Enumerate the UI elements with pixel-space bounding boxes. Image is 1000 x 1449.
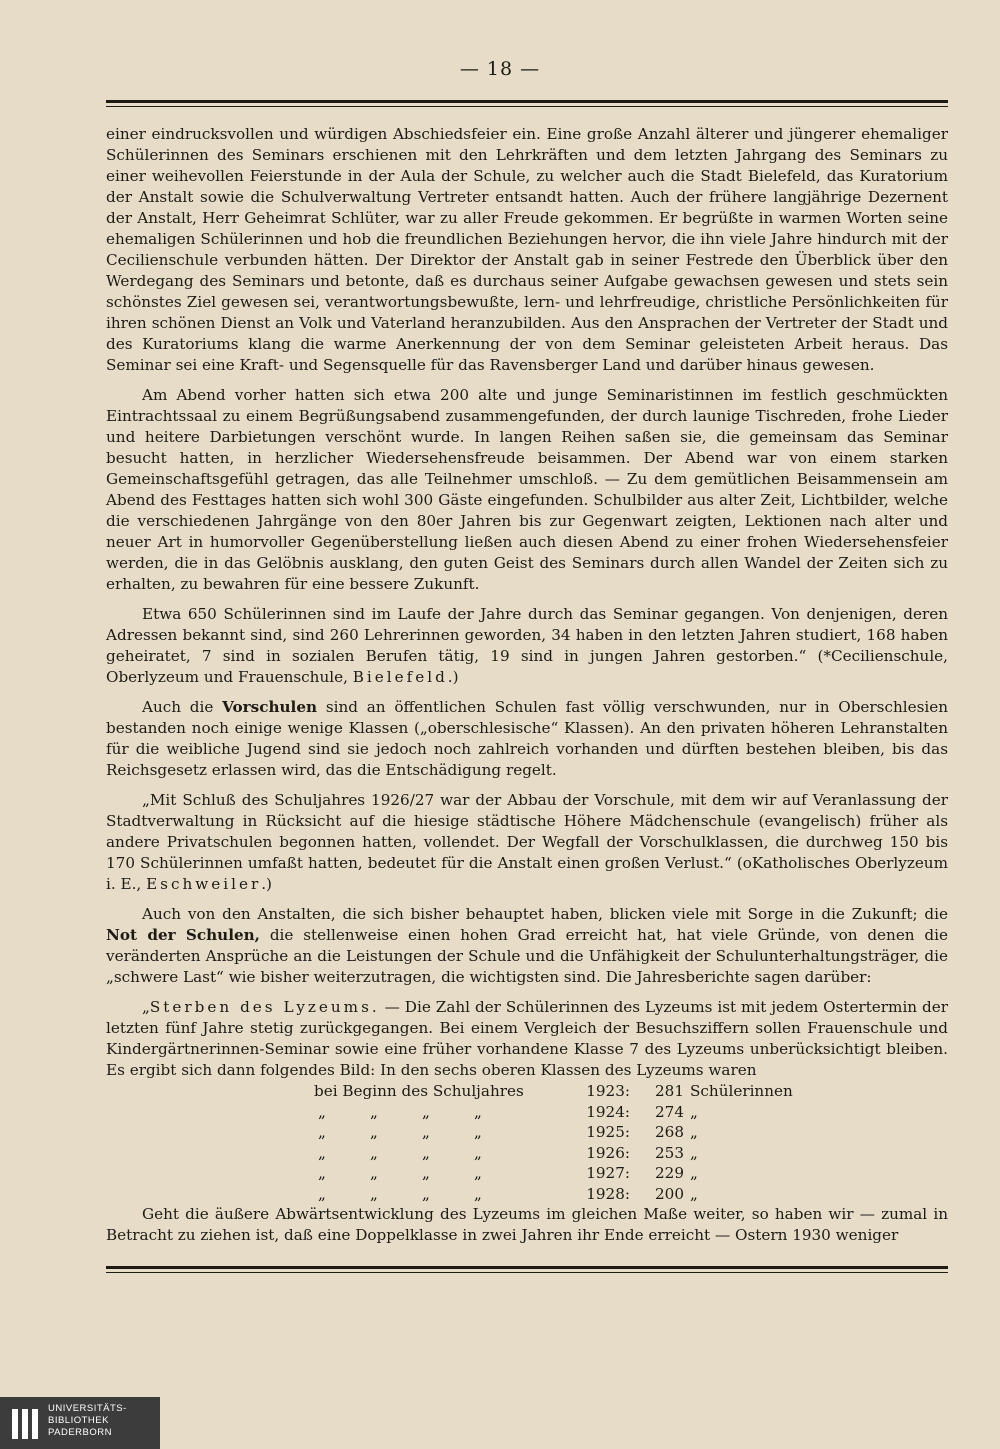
table-row <box>314 1163 799 1184</box>
paragraph-5 <box>106 790 948 895</box>
year-cell: 1927: <box>586 1164 630 1182</box>
count-cell: 268 <box>655 1123 684 1141</box>
count-cell: 274 <box>655 1102 684 1121</box>
unit-cell: Schülerinnen <box>690 1082 793 1100</box>
ditto-marks: „ „ „ „ <box>318 1123 482 1141</box>
ditto-marks: „ „ „ „ <box>318 1143 482 1162</box>
quote-open: „ <box>142 998 150 1016</box>
body-text <box>106 124 948 1255</box>
ditto-marks: „ „ „ „ <box>318 1102 482 1121</box>
unit-ditto: „ <box>690 1102 698 1121</box>
count-cell: 200 <box>655 1184 684 1203</box>
paragraph-3-text: Etwa 650 Schülerinnen sind im Laufe der Jahre durch das Seminar gegangen. Von denjenigen, deren Adressen bekannt sind, sind 260 Lehrerinnen geworden, 34 haben in den letzten Jahren studiert, 168 haben geheiratet, 7 sind in sozialen Berufen tätig, 19 sind in jungen Jahren gestorben.“ (*Cecilienschule, Oberlyzeum und Frauenschule, <box>106 605 948 686</box>
emphasis-vorschulen: Vorschulen <box>222 698 318 716</box>
paragraph-3 <box>106 604 948 688</box>
table-row <box>314 1081 799 1102</box>
year-cell: 1926: <box>586 1143 630 1162</box>
row-label: bei Beginn des Schuljahres <box>314 1082 524 1100</box>
library-emblem-icon <box>10 1407 40 1441</box>
table-row <box>314 1184 799 1205</box>
enrollment-table <box>314 1081 799 1204</box>
ditto-marks: „ „ „ „ <box>318 1184 482 1203</box>
paragraph-4 <box>106 697 948 781</box>
year-cell: 1928: <box>586 1184 630 1203</box>
count-cell: 229 <box>655 1164 684 1182</box>
unit-ditto: „ <box>690 1143 698 1162</box>
year-cell: 1923: <box>586 1082 630 1100</box>
count-cell: 253 <box>655 1143 684 1162</box>
paragraph-6-rest: die stellenweise einen hohen Grad erreicht hat, hat viele Gründe, von denen die veränderten Ansprüche an die Leistungen der Schule und die Unfähigkeit der Schulunterhaltungsträger, die „schwere Last“ wie bisher weiterzutragen, die wichtigsten sind. Die Jahresberichte sagen darüber: <box>106 926 948 986</box>
year-cell: 1925: <box>586 1123 630 1141</box>
table-row <box>314 1143 799 1164</box>
source-city: Bielefeld <box>352 668 448 686</box>
paragraph-8: Geht die äußere Abwärtsentwicklung des Lyzeums im gleichen Maße weiter, so haben wir — zumal in Betracht zu ziehen ist, daß eine Doppelklasse in zwei Jahren ihr Ende erreicht — Ostern 1930 weniger <box>106 1205 948 1244</box>
paragraph-7-rest: — Die Zahl der Schülerinnen des Lyzeums ist mit jedem Ostertermin der letzten fünf Jahre stetig zurückgegangen. Bei einem Vergleich der Besuchsziffern sollen Frauenschule und Kindergärtnerinnen-Seminar sowie eine früher vorhandene Klasse 7 des Lyzeums unberücksichtigt bleiben. Es ergibt sich dann folgendes Bild: In den sechs oberen Klassen des Lyzeums waren <box>106 998 948 1079</box>
logo-line-3: PADERBORN <box>48 1427 112 1438</box>
emphasis-not-der-schulen: Not der Schulen, <box>106 926 260 944</box>
table-row <box>314 1102 799 1123</box>
paragraph-4-rest: sind an öffentlichen Schulen fast völlig verschwunden, nur in Oberschlesien bestanden noch einige wenige Klassen („oberschlesische“ Klassen). An den privaten höheren Lehranstalten für die weibliche Jugend sind sie jedoch noch zahlreich vorhanden und dürften bestehen bleiben, bis das Reichsgesetz erlassen wird, das die Entschädigung regelt. <box>106 698 949 779</box>
paragraph-5-end: .) <box>261 875 272 893</box>
top-rule <box>106 100 948 107</box>
bottom-rule <box>106 1266 948 1273</box>
paragraph-4-start: Auch die <box>142 698 214 716</box>
count-cell: 281 <box>655 1082 684 1100</box>
logo-line-2: BIBLIOTHEK <box>48 1415 109 1426</box>
unit-ditto: „ <box>690 1164 698 1182</box>
paragraph-7 <box>106 997 948 1081</box>
ditto-marks: „ „ „ „ <box>318 1164 482 1182</box>
section-heading-sterben: Sterben des Lyzeums. <box>149 998 380 1016</box>
paragraph-6-start: Auch von den Anstalten, die sich bisher behauptet haben, blicken viele mit Sorge in die Zukunft; die <box>142 905 948 923</box>
paragraph-6 <box>106 904 948 988</box>
table-row <box>314 1122 799 1143</box>
paragraph-1: einer eindrucksvollen und würdigen Abschiedsfeier ein. Eine große Anzahl älterer und jüngerer ehemaliger Schülerinnen des Seminars erschienen mit den Lehrkräften und dem letzten Jahrgang des Seminars zu einer weihevollen Feierstunde in der Aula der Schule, zu welcher auch die Stadt Bielefeld, das Kuratorium der Anstalt sowie die Schulverwaltung Vertreter entsandt hatten. Auch der frühere langjährige Dezernent der Anstalt, Herr Geheimrat Schlüter, war zu aller Freude gekommen. Er begrüßte in warmen Worten seine ehemaligen Schülerinnen und hob die freundlichen Beziehungen hervor, die ihn viele Jahre hindurch mit der Cecilienschule verbunden hätten. Der Direktor der Anstalt gab in seiner Festrede den Überblick über den Werdegang des Seminars und betonte, daß es durchaus seiner Aufgabe gewachsen gewesen und stets sein schönstes Ziel gewesen sei, verantwortungsbewußte, lern- und lehrfreudige, christliche Persönlichkeiten für ihren schönen Dienst an Volk und Vaterland heranzubilden. Aus den Ansprachen der Vertreter der Stadt und des Kuratoriums klang die warme Anerkennung der von dem Seminar geleisteten Arbeit heraus. Das Seminar sei eine Kraft- und Segensquelle für das Ravensberger Land und darüber hinaus gewesen. <box>106 125 948 374</box>
unit-ditto: „ <box>690 1123 698 1141</box>
library-logo <box>0 1397 160 1449</box>
paragraph-5-text: „Mit Schluß des Schuljahres 1926/27 war der Abbau der Vorschule, mit dem wir auf Veranlassung der Stadtverwaltung in Rücksicht auf die hiesige städtische Höhere Mädchenschule (evangelisch) früher als andere Privatschulen begonnen hatten, vollendet. Der Wegfall der Vorschulklassen, die durchweg 150 bis 170 Schülerinnen umfaßt hatten, bedeutet für die Anstalt einen großen Verlust.“ (oKatholisches Oberlyzeum i. E., <box>106 791 948 893</box>
paragraph-2: Am Abend vorher hatten sich etwa 200 alte und junge Seminaristinnen im festlich geschmückten Eintrachtssaal zu einem Begrüßungsabend zusammengefunden, der durch launige Tischreden, frohe Lieder und heitere Darbietungen verschönt wurde. In langen Reihen saßen sie, die gemeinsam das Seminar besucht hatten, in herzlicher Wiedersehensfreude beisammen. Der Abend war von einem starken Gemeinschaftsgefühl getragen, das alle Teilnehmer umschloß. — Zu dem gemütlichen Beisammensein am Abend des Festtages hatten sich wohl 300 Gäste eingefunden. Schulbilder aus alter Zeit, Lichtbilder, welche die verschiedenen Jahrgänge von den 80er Jahren bis zur Gegenwart zeigten, Lektionen nach alter und neuer Art in humorvoller Gegenüberstellung ließen auch diesen Abend zu einer frohen Wiedersehensfeier werden, die in das Gelöbnis ausklang, den guten Geist des Seminars durch allen Wandel der Zeiten sich zu erhalten, zu bewahren für eine bessere Zukunft. <box>106 386 948 593</box>
page-number: — 18 — <box>459 58 541 80</box>
year-cell: 1924: <box>586 1102 630 1121</box>
unit-ditto: „ <box>690 1184 698 1203</box>
paragraph-3-end: .) <box>447 668 459 686</box>
logo-line-1: UNIVERSITÄTS- <box>48 1403 127 1414</box>
source-city: Eschweiler <box>146 875 262 893</box>
